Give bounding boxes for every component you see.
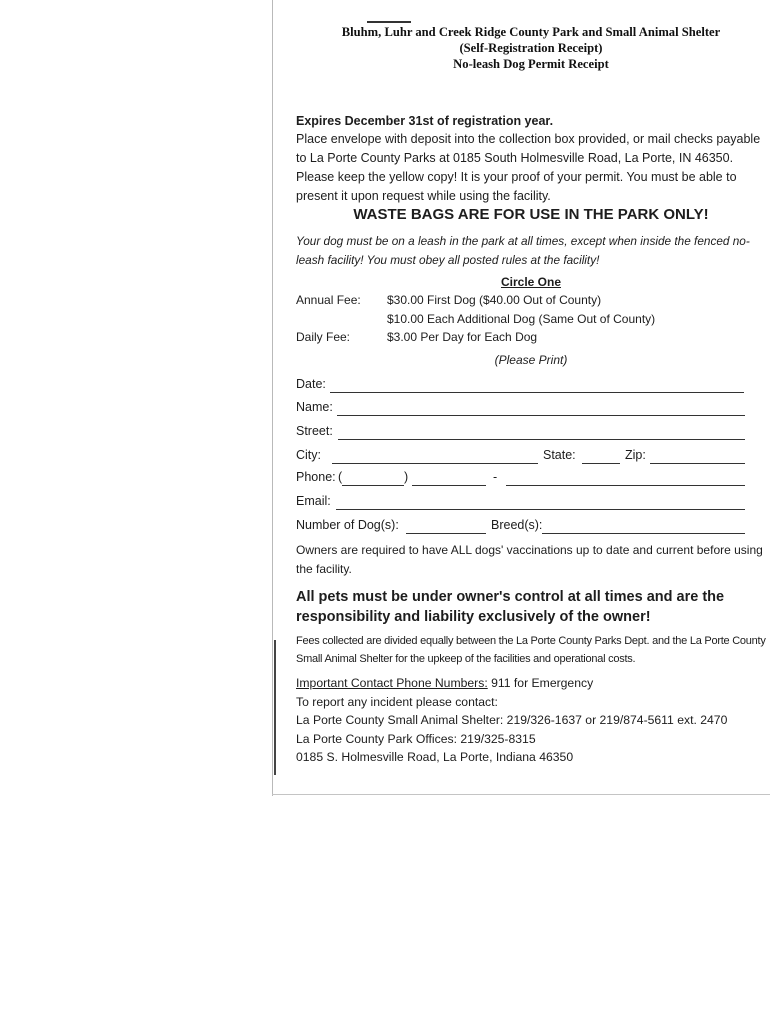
street-label: Street:: [296, 424, 333, 438]
circle-one-label: Circle One: [500, 275, 562, 289]
dogs-breed-row: [296, 518, 746, 536]
phone-area-code-field[interactable]: [342, 485, 404, 486]
state-field[interactable]: [582, 463, 620, 464]
emergency-number: 911 for Emergency: [491, 676, 594, 690]
date-label: Date:: [296, 377, 326, 391]
header-subtitle: (Self-Registration Receipt): [459, 41, 603, 55]
email-label: Email:: [296, 494, 331, 508]
number-of-dogs-field[interactable]: [406, 533, 486, 534]
receipt-header: [292, 24, 770, 72]
contact-heading-line: [296, 674, 766, 693]
phone-field-row: [296, 470, 746, 488]
number-of-dogs-label: Number of Dog(s):: [296, 518, 399, 532]
please-print-label: (Please Print): [494, 353, 568, 367]
phone-number-field[interactable]: [506, 485, 745, 486]
phone-area-open: (: [338, 470, 343, 484]
contact-heading: Important Contact Phone Numbers:: [296, 676, 488, 690]
leash-notice: Your dog must be on a leash in the park at all times, except when inside the fenced no-leash facility! You must obey all posted rules at the facility!: [296, 234, 750, 267]
report-incident-text: To report any incident please contact:: [296, 694, 498, 709]
page-edge-mark: [274, 640, 276, 775]
daily-fee-label: Daily Fee:: [296, 330, 351, 344]
phone-prefix-field[interactable]: [412, 485, 486, 486]
email-field-row: [296, 494, 746, 512]
waste-bags-notice: WASTE BAGS ARE FOR USE IN THE PARK ONLY!: [353, 206, 709, 223]
zip-field[interactable]: [650, 463, 745, 464]
expiry-notice: Expires December 31st of registration year.: [296, 114, 554, 128]
vaccination-notice: Owners are required to have ALL dogs' vaccinations up to date and current before using the facility.: [296, 543, 763, 576]
state-label: State:: [543, 448, 576, 462]
name-field[interactable]: [337, 415, 745, 416]
shelter-phone: La Porte County Small Animal Shelter: 219/326-1637 or 219/874-5611 ext. 2470: [296, 713, 728, 727]
street-field-row: [296, 424, 746, 442]
liability-notice: All pets must be under owner's control at all times and are the responsibility and liability exclusively of the owner!: [296, 589, 725, 625]
name-label: Name:: [296, 400, 333, 414]
date-field-row: [296, 377, 746, 395]
annual-fee-label: Annual Fee:: [296, 293, 361, 307]
page-edge-bottom: [272, 794, 770, 795]
phone-dash: -: [493, 470, 498, 484]
fees-distribution-notice: Fees collected are divided equally between the La Porte County Parks Dept. and the La Porte County Small Animal Shelter for the upkeep of the facilities and operational costs.: [296, 635, 766, 665]
phone-area-close: ): [404, 470, 409, 484]
contact-info: [296, 674, 766, 767]
header-permit-title: No-leash Dog Permit Receipt: [453, 57, 609, 71]
date-field[interactable]: [330, 392, 744, 393]
park-offices-phone: La Porte County Park Offices: 219/325-8315: [296, 731, 536, 746]
page-edge-left: [272, 0, 273, 796]
city-state-zip-row: [296, 448, 746, 466]
header-title: Bluhm, Luhr and Creek Ridge County Park and Small Animal Shelter: [341, 25, 721, 39]
breeds-label: Breed(s):: [491, 518, 543, 532]
breeds-field[interactable]: [542, 533, 745, 534]
header-overline: [367, 21, 411, 23]
street-field[interactable]: [338, 439, 745, 440]
permit-receipt: [272, 0, 770, 796]
park-address: 0185 S. Holmesville Road, La Porte, Indiana 46350: [296, 750, 574, 764]
email-field[interactable]: [336, 509, 745, 510]
daily-fee-value[interactable]: $3.00 Per Day for Each Dog: [387, 330, 538, 344]
name-field-row: [296, 400, 746, 418]
city-field[interactable]: [332, 463, 538, 464]
phone-label: Phone:: [296, 470, 336, 484]
city-label: City:: [296, 448, 321, 462]
annual-fee-additional-dog[interactable]: $10.00 Each Additional Dog (Same Out of County): [387, 312, 656, 326]
instructions-text: Place envelope with deposit into the collection box provided, or mail checks payable to La Porte County Parks at 0185 South Holmesville Road, La Porte, IN 46350. Please keep the yellow copy! It is your proof of your permit. You must be able to present it upon request while using the facility.: [296, 132, 761, 203]
zip-label: Zip:: [625, 448, 646, 462]
annual-fee-first-dog[interactable]: $30.00 First Dog ($40.00 Out of County): [387, 293, 602, 307]
